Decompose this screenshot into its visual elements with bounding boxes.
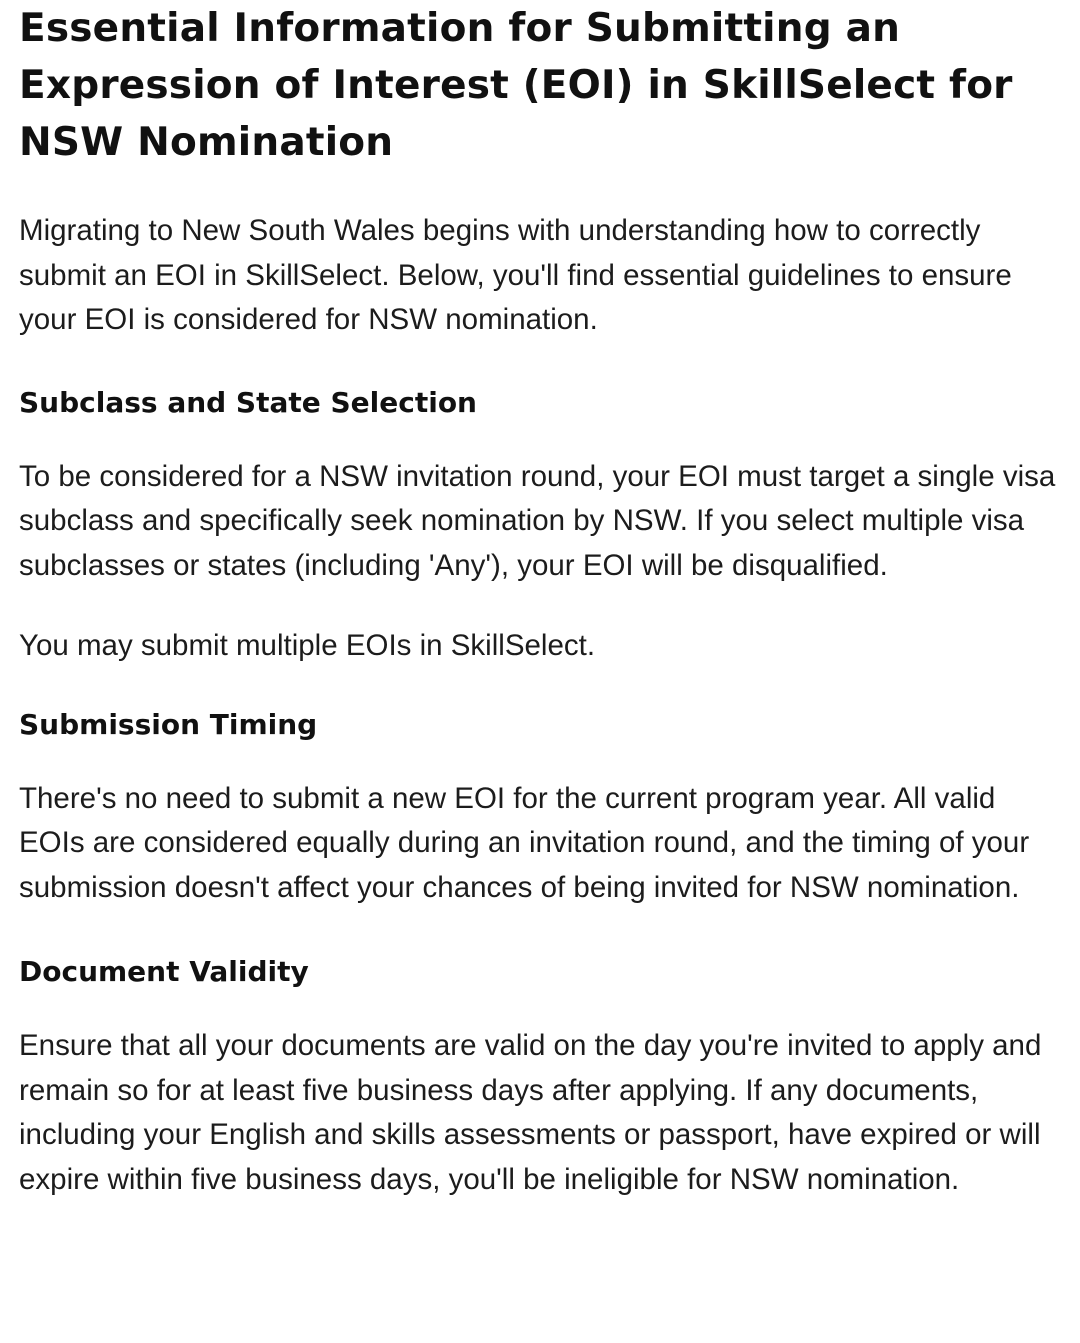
validity-paragraph: Ensure that all your documents are valid on the day you're invited to apply and remain so for at least five business days after applying. If any documents, including your English and skills assessments or passport, have expired or will expire within five business days, you'll be ineligible for NSW nomination. xyxy=(19,1029,1042,1196)
section-heading-timing: Submission Timing xyxy=(19,707,318,741)
section-heading-subclass: Subclass and State Selection xyxy=(19,385,477,419)
article xyxy=(19,0,1064,1202)
timing-paragraph: There's no need to submit a new EOI for the current program year. All valid EOIs are considered equally during an invitation round, and the timing of your submission doesn't affect your chances of being invited for NSW nomination. xyxy=(19,781,1030,904)
multiple-eoi-paragraph: You may submit multiple EOIs in SkillSelect. xyxy=(19,629,596,662)
intro-paragraph: Migrating to New South Wales begins with understanding how to correctly submit an EOI in SkillSelect. Below, you'll find essential guidelines to ensure your EOI is considered for NSW nomination. xyxy=(19,214,1012,336)
page-title: Essential Information for Submitting an Expression of Interest (EOI) in SkillSelect for NSW Nomination xyxy=(19,6,1013,165)
section-heading-validity: Document Validity xyxy=(19,955,309,988)
subclass-paragraph: To be considered for a NSW invitation round, your EOI must target a single visa subclass and specifically seek nomination by NSW. If you select multiple visa subclasses or states (including 'Any'), your EOI will be disqualified. xyxy=(19,459,1056,582)
